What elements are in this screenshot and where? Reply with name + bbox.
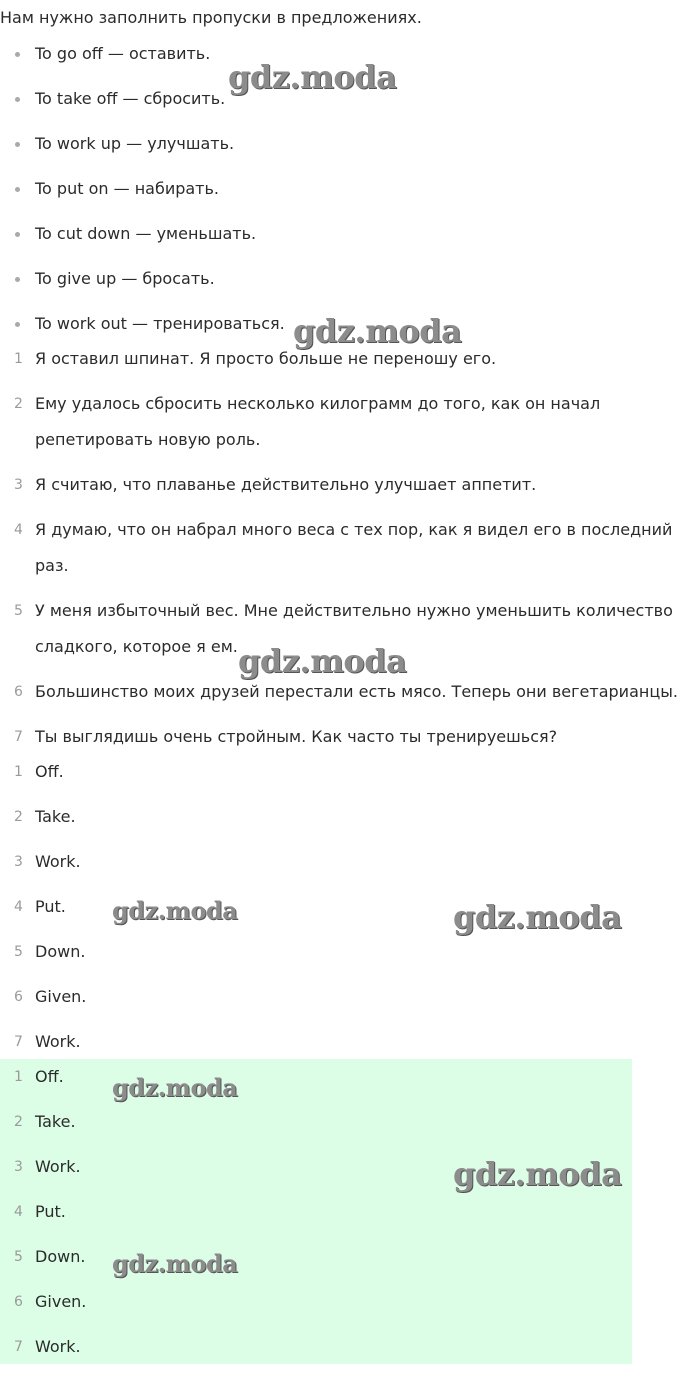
list-item: 6 Большинство моих друзей перестали есть мясо. Теперь они вегетарианцы.: [14, 682, 678, 701]
list-item: 2 Take.: [14, 807, 76, 826]
list-item: To give up — бросать.: [0, 268, 680, 290]
list-item: To put on — набирать.: [0, 178, 680, 200]
list-item: 1 Я оставил шпинат. Я просто больше не переношу его.: [14, 349, 497, 368]
intro-text: Нам нужно заполнить пропуски в предложениях.: [0, 8, 422, 27]
bullet-icon: [15, 52, 20, 57]
bullet-icon: [15, 322, 20, 327]
list-item: 5 Down.: [14, 1247, 86, 1266]
list-item: To cut down — уменьшать.: [0, 223, 680, 245]
list-item: To take off — сбросить.: [0, 88, 680, 110]
list-item: 4 Put.: [14, 1202, 66, 1221]
list-item: 7 Work.: [14, 1032, 81, 1051]
bullet-icon: [15, 277, 20, 282]
list-item: To work out — тренироваться.: [0, 313, 680, 335]
list-item: 4 Я думаю, что он набрал много веса с тех пор, как я видел его в последний раз.: [14, 520, 673, 575]
watermark: gdz.moda: [228, 58, 397, 96]
list-item: 4 Put.: [14, 897, 66, 916]
watermark: gdz.moda: [112, 896, 238, 925]
list-item: 3 Я считаю, что плаванье действительно улучшает аппетит.: [14, 475, 537, 494]
list-item: To go off — оставить.: [0, 43, 680, 65]
list-item: 7 Ты выглядишь очень стройным. Как часто ты тренируешься?: [14, 727, 558, 746]
watermark: gdz.moda: [112, 1073, 238, 1102]
list-item: 6 Given.: [14, 987, 87, 1006]
list-item: 5 Down.: [14, 942, 86, 961]
list-item: 3 Work.: [14, 1157, 81, 1176]
list-item: To work up — улучшать.: [0, 133, 680, 155]
list-item: 1 Off.: [14, 762, 64, 781]
watermark: gdz.moda: [238, 642, 407, 680]
watermark: gdz.moda: [293, 312, 462, 350]
list-item: 7 Work.: [14, 1337, 81, 1356]
watermark: gdz.moda: [453, 1155, 622, 1193]
bullet-icon: [15, 142, 20, 147]
list-item: 3 Work.: [14, 852, 81, 871]
bullet-icon: [15, 97, 20, 102]
bullet-icon: [15, 187, 20, 192]
list-item: 2 Ему удалось сбросить несколько килограмм до того, как он начал репетировать новую роль.: [14, 394, 601, 449]
list-item: 6 Given.: [14, 1292, 87, 1311]
bullet-icon: [15, 232, 20, 237]
list-item: 2 Take.: [14, 1112, 76, 1131]
watermark: gdz.moda: [112, 1249, 238, 1278]
watermark: gdz.moda: [453, 898, 622, 936]
list-item: 5 У меня избыточный вес. Мне действительно нужно уменьшить количество сладкого, которое я ем.: [14, 601, 673, 656]
list-item: 1 Off.: [14, 1067, 64, 1086]
